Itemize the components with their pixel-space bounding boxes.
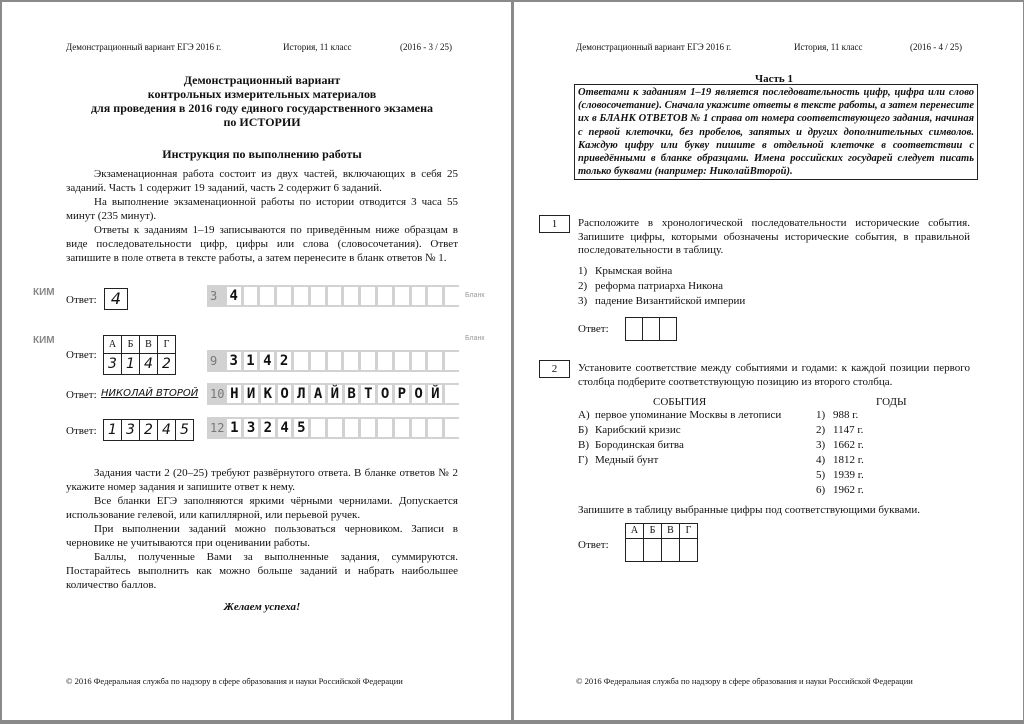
blank-cell — [361, 352, 375, 370]
task2-years — [816, 408, 864, 498]
blank-cell: О — [412, 385, 426, 403]
blank-cell — [344, 287, 358, 305]
answer-cell[interactable] — [625, 317, 643, 341]
answer-cell[interactable] — [643, 317, 660, 341]
task2-answer-table — [625, 523, 698, 562]
list-item: Б) Карибский кризис — [578, 424, 681, 436]
header-page: (2016 - 3 / 25) — [400, 42, 452, 52]
blank-cell — [378, 419, 392, 437]
answer-cell[interactable] — [644, 538, 662, 562]
footer: © 2016 Федеральная служба по надзору в сфере образования и науки Российской Федерации — [66, 676, 403, 686]
blank-cell: К — [261, 385, 275, 403]
table-header: А — [103, 335, 122, 354]
task2-events — [578, 408, 781, 468]
sample4-blank — [207, 417, 459, 439]
list-item: 6) 1962 г. — [816, 484, 864, 496]
blank-cell — [328, 287, 342, 305]
answer-label: Ответ: — [66, 425, 97, 437]
blank-cell: Й — [428, 385, 442, 403]
blank-cell — [294, 287, 308, 305]
blank-cell — [395, 352, 409, 370]
table-cell: 3 — [103, 353, 122, 375]
table-instruction: Запишите в таблицу выбранные цифры под соответствующими буквами. — [578, 504, 920, 516]
blank-cell — [311, 419, 325, 437]
col-events-header: СОБЫТИЯ — [653, 396, 707, 408]
title-line: контрольных измерительных материалов — [147, 87, 377, 101]
answer-cell[interactable] — [625, 538, 644, 562]
blank-cell: 3 — [227, 352, 241, 370]
answer-cell[interactable] — [680, 538, 698, 562]
blank-cell: 1 — [244, 352, 258, 370]
list-item: 1) 988 г. — [816, 409, 859, 421]
blank-cell: 5 — [294, 419, 308, 437]
blank-cell — [445, 385, 459, 403]
blank-cell — [311, 352, 325, 370]
blank-cell — [361, 287, 375, 305]
list-item: 4) 1812 г. — [816, 454, 864, 466]
table-header: Г — [680, 523, 698, 539]
blank-cell: 4 — [260, 352, 274, 370]
blank-cell — [244, 287, 258, 305]
blank-cell — [445, 352, 459, 370]
blank-number: 10 — [210, 387, 225, 401]
table-cell: 4 — [140, 353, 158, 375]
answer-label: Ответ: — [578, 323, 609, 335]
blank-cell: Н — [227, 385, 241, 403]
blank-cell: 2 — [261, 419, 275, 437]
blank-cell: 4 — [227, 287, 241, 305]
document-title — [62, 73, 462, 129]
blank-cell — [328, 419, 342, 437]
blank-cell: В — [345, 385, 359, 403]
blank-label: Бланк — [465, 335, 485, 342]
blank-cell — [277, 287, 291, 305]
answer-label: Ответ: — [66, 389, 97, 401]
blank-cell — [294, 352, 308, 370]
blank-cell — [395, 419, 409, 437]
footer: © 2016 Федеральная служба по надзору в сфере образования и науки Российской Федерации — [576, 676, 913, 686]
paragraph: На выполнение экзаменационной работы по истории отводится 3 часа 55 минут (235 минут). — [66, 196, 458, 222]
blank-cell: 4 — [278, 419, 292, 437]
list-item: 5) 1939 г. — [816, 469, 864, 481]
blank-cell — [378, 352, 392, 370]
blank-number: 3 — [210, 289, 218, 303]
table-header: Г — [158, 335, 176, 354]
blank-cell — [395, 287, 409, 305]
list-item: А) первое упоминание Москвы в летописи — [578, 409, 782, 421]
title-line: Демонстрационный вариант — [183, 73, 341, 87]
blank-cell — [260, 287, 274, 305]
sample2-blank — [207, 350, 459, 372]
blank-cell — [428, 419, 442, 437]
table-cell: 1 — [122, 353, 140, 375]
table-header: А — [625, 523, 644, 539]
task1-answer-field[interactable] — [625, 317, 677, 341]
table-cell: 2 — [158, 353, 176, 375]
blank-cell: Й — [328, 385, 342, 403]
blank-number: 9 — [210, 354, 218, 368]
table-header: Б — [644, 523, 662, 539]
header-subject: История, 11 класс — [283, 42, 352, 52]
blank-cell — [361, 419, 375, 437]
blank-cell: О — [278, 385, 292, 403]
blank-cell — [412, 287, 426, 305]
header-exam: Демонстрационный вариант ЕГЭ 2016 г. — [66, 42, 222, 52]
paragraph: Ответы к заданиям 1–19 записываются по приведённым ниже образцам в виде последовательности цифр, цифры или слова (словосочетания). Ответ запишите в поле ответа в тексте работы, а затем перенесите в бланк ответов № 1. — [66, 224, 458, 264]
task1-items — [578, 264, 745, 309]
task-number-box: 1 — [539, 215, 570, 233]
answer-cell: 5 — [176, 419, 194, 441]
answer-cell: 3 — [122, 419, 140, 441]
list-item: В) Бородинская битва — [578, 439, 684, 451]
blank-cell — [345, 419, 359, 437]
list-item: 3) 1662 г. — [816, 439, 864, 451]
blank-cell — [311, 287, 325, 305]
instruction-heading: Инструкция по выполнению работы — [162, 147, 362, 161]
answer-label: Ответ: — [66, 349, 97, 361]
sample1-answer-box: 4 — [104, 288, 128, 310]
blank-cell — [428, 352, 442, 370]
paragraph: При выполнении заданий можно пользоваться черновиком. Записи в черновике не учитываются при оценивании работы. — [66, 523, 458, 549]
blank-cell: И — [244, 385, 258, 403]
page-3 — [2, 2, 511, 720]
blank-cell: Т — [361, 385, 375, 403]
table-header: В — [140, 335, 158, 354]
blank-number: 12 — [210, 421, 225, 435]
list-item: 3) падение Византийской империи — [578, 295, 746, 307]
list-item: Г) Медный бунт — [578, 454, 659, 466]
task1-text: Расположите в хронологической последовательности исторические события. Запишите цифры, которыми обозначены исторические события, в правильной последовательности в таблицу. — [578, 217, 970, 256]
header-subject: История, 11 класс — [794, 42, 863, 52]
title-line: по ИСТОРИИ — [223, 115, 301, 129]
part-instruction-box: Ответами к заданиям 1–19 является последовательность цифр, цифра или слово (словосочетание). Сначала укажите ответы в тексте работы, а затем перенесите их в БЛАНК ОТВЕТОВ № 1 справа от номера соответствующего задания, начиная с первой клеточки, без пробелов, запятых и других дополнительных символов. Каждую цифру или букву пишите в отдельной клеточке в соответствии с приведёнными в бланке образцами. Имена российских государей следует писать только буквами (например: НиколайВторой). — [574, 84, 978, 180]
paragraph: Экзаменационная работа состоит из двух частей, включающих в себя 25 заданий. Часть 1 содержит 19 заданий, часть 2 содержит 6 заданий. — [66, 168, 458, 194]
answer-cell: 2 — [140, 419, 158, 441]
table-header: Б — [122, 335, 140, 354]
blank-cell: А — [311, 385, 325, 403]
answer-cell: 1 — [103, 419, 122, 441]
answer-label: Ответ: — [578, 539, 609, 551]
paragraph: Все бланки ЕГЭ заполняются яркими чёрными чернилами. Допускается использование гелевой, или капиллярной, или перьевой ручек. — [66, 495, 458, 521]
blank-label: Бланк — [465, 292, 485, 299]
kim-label: КИМ — [33, 287, 55, 298]
closing-text — [66, 466, 458, 592]
table-header: В — [662, 523, 680, 539]
part-title: Часть 1 — [755, 73, 793, 85]
answer-cell[interactable] — [662, 538, 680, 562]
intro-text — [66, 167, 458, 265]
header-page: (2016 - 4 / 25) — [910, 42, 962, 52]
blank-cell — [412, 419, 426, 437]
paragraph: Задания части 2 (20–25) требуют развёрнутого ответа. В бланке ответов № 2 укажите номер задания и запишите ответ к нему. — [66, 467, 458, 493]
blank-cell: Р — [395, 385, 409, 403]
sample2-table — [103, 335, 176, 375]
blank-cell: Л — [294, 385, 308, 403]
blank-cell — [428, 287, 442, 305]
sample3-blank — [207, 383, 459, 405]
page-4 — [514, 2, 1023, 720]
list-item: 2) 1147 г. — [816, 424, 864, 436]
list-item: 2) реформа патриарха Никона — [578, 280, 724, 292]
sample3-answer: НИКОЛАЙ ВТОРОЙ — [101, 388, 199, 399]
paragraph: Баллы, полученные Вами за выполненные задания, суммируются. Постарайтесь выполнить как можно больше заданий и набрать наибольшее количество баллов. — [66, 551, 458, 591]
blank-cell — [412, 352, 426, 370]
sample4-answer-row — [103, 419, 194, 441]
answer-label: Ответ: — [66, 294, 97, 306]
blank-cell — [328, 352, 342, 370]
answer-cell: 4 — [158, 419, 176, 441]
sample1-blank — [207, 285, 459, 307]
wish-text: Желаем успеха! — [223, 601, 301, 613]
col-years-header: ГОДЫ — [876, 396, 907, 408]
blank-cell: 2 — [277, 352, 291, 370]
task-number-box: 2 — [539, 360, 570, 378]
blank-cell — [344, 352, 358, 370]
blank-cell — [445, 419, 459, 437]
blank-cell: 1 — [227, 419, 241, 437]
blank-cell — [378, 287, 392, 305]
answer-cell[interactable] — [660, 317, 677, 341]
kim-label: КИМ — [33, 335, 55, 346]
header-exam: Демонстрационный вариант ЕГЭ 2016 г. — [576, 42, 732, 52]
blank-cell: 3 — [244, 419, 258, 437]
blank-cell — [445, 287, 459, 305]
list-item: 1) Крымская война — [578, 265, 673, 277]
blank-cell: О — [378, 385, 392, 403]
title-line: для проведения в 2016 году единого государственного экзамена — [90, 101, 433, 115]
task2-text: Установите соответствие между событиями и годами: к каждой позиции первого столбца подберите соответствующую позицию из второго столбца. — [578, 362, 970, 388]
